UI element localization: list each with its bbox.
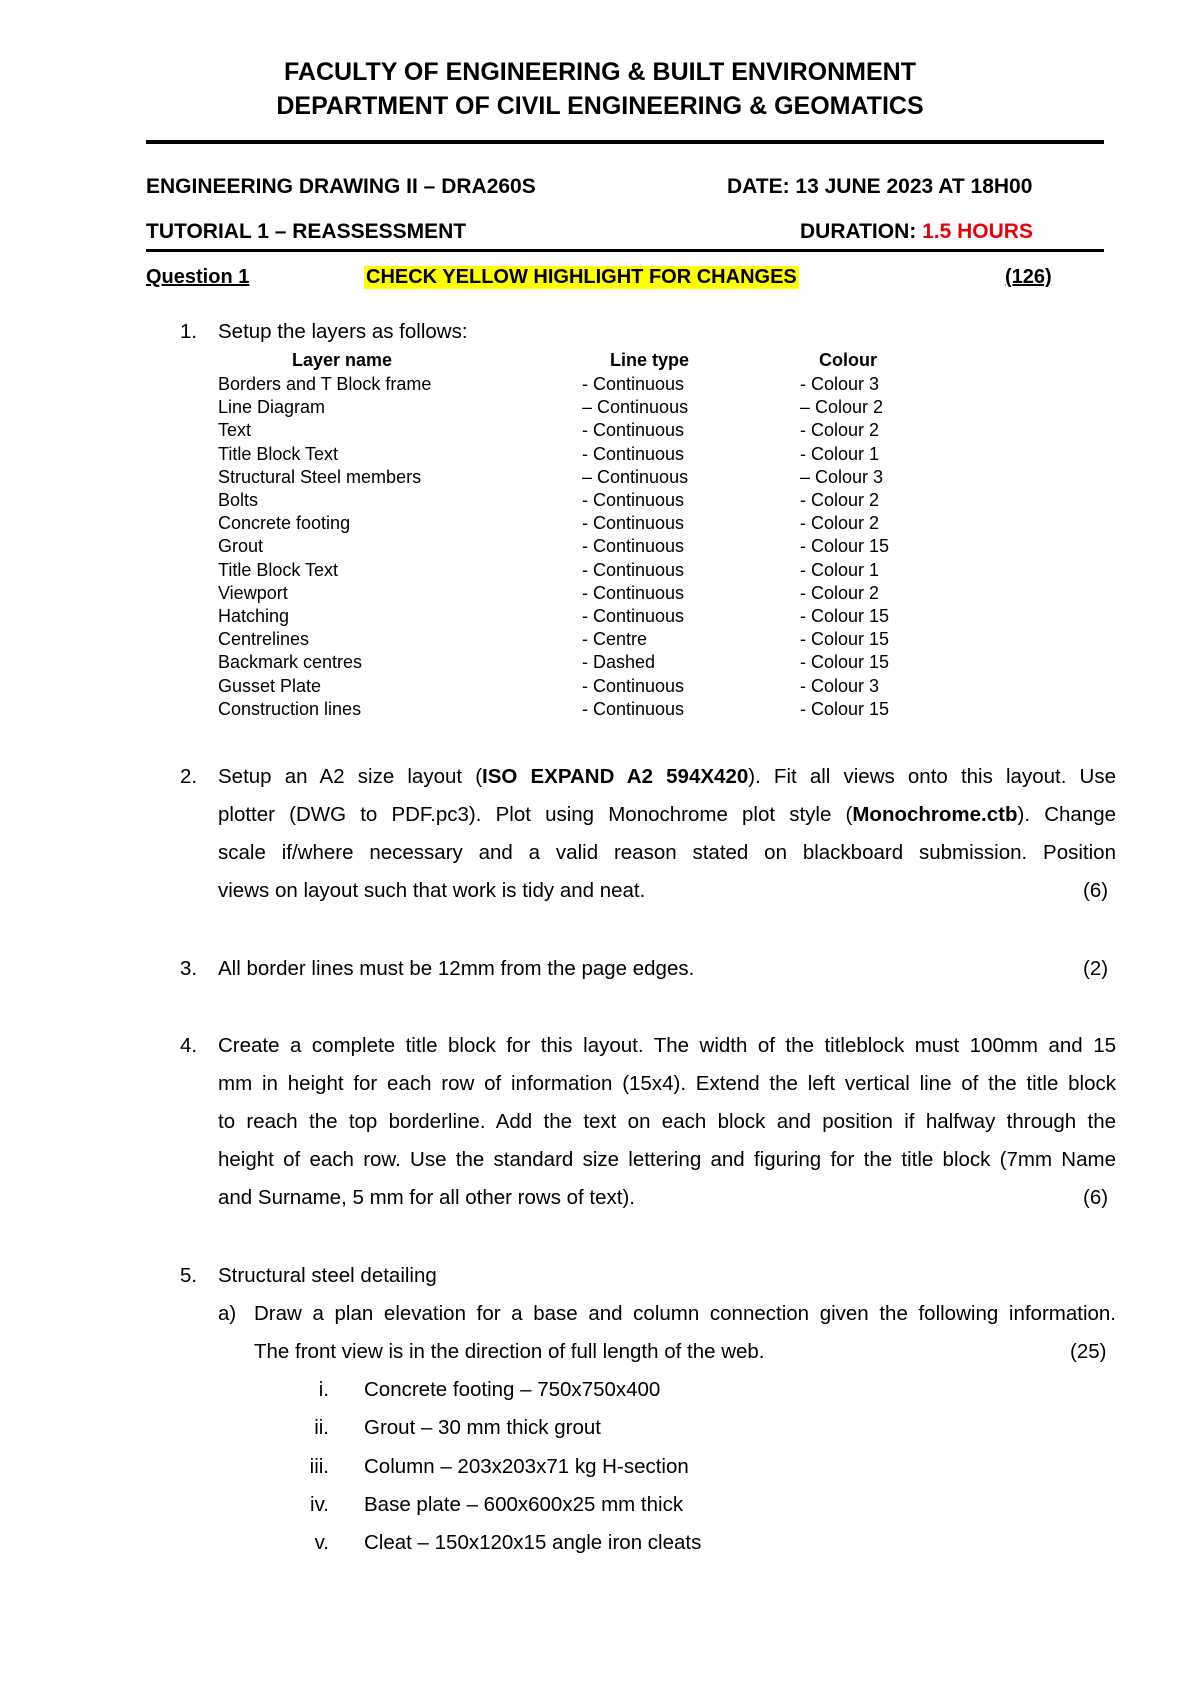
layer-row-name: Borders and T Block frame <box>218 374 432 394</box>
layer-row-colour: - Colour 15 <box>800 606 890 626</box>
duration-label: DURATION: <box>800 220 923 243</box>
question-marks: (126) <box>1005 266 1052 288</box>
item-5a-line-1: Draw a plan elevation for a base and column connection given the following information. <box>254 1302 1116 1325</box>
item-2-line-1: Setup an A2 size layout (ISO EXPAND A2 594X420). Fit all views onto this layout. Use <box>218 765 1117 788</box>
layer-row-name: Concrete footing <box>218 513 351 534</box>
layer-row-type: – Continuous <box>582 397 689 418</box>
item-5-text: Structural steel detailing <box>218 1264 437 1287</box>
layer-row-name: Construction lines <box>218 698 362 719</box>
layer-row-colour: - Colour 15 <box>800 629 890 650</box>
layer-row-colour: - Colour 1 <box>800 559 880 580</box>
layer-row-colour: - Colour 2 <box>800 420 880 441</box>
item-4-line-2: mm in height for each row of information (15x4). Extend the left vertical line of the title block <box>218 1072 1116 1095</box>
item-4-number: 4. <box>180 1034 198 1057</box>
layer-row-name: Structural Steel members <box>218 466 422 487</box>
item-3-text: All border lines must be 12mm from the page edges. <box>218 957 695 980</box>
item-2-line-3: scale if/where necessary and a valid reason stated on blackboard submission. Position <box>218 841 1116 864</box>
layer-row-type: - Continuous <box>582 420 685 441</box>
item-4-line-5: and Surname, 5 mm for all other rows of text). <box>218 1186 635 1209</box>
layer-row-type: - Continuous <box>582 490 685 510</box>
layer-row-type: - Continuous <box>582 582 685 603</box>
colour-header: Colour <box>819 350 877 370</box>
layer-row-type: - Continuous <box>582 443 685 464</box>
layer-row-name: Grout <box>218 536 264 557</box>
item-2-marks: (6) <box>1083 879 1109 902</box>
layer-row-type: - Continuous <box>582 675 685 696</box>
layer-row-name: Gusset Plate <box>218 675 322 696</box>
layer-row-name: Line Diagram <box>218 397 326 418</box>
item-2-number: 2. <box>180 765 198 788</box>
layer-row-colour: - Colour 3 <box>800 675 880 696</box>
layer-row-type: - Continuous <box>582 559 685 580</box>
layer-row-type: - Continuous <box>582 698 685 719</box>
tutorial-title: TUTORIAL 1 – REASSESSMENT <box>146 220 467 243</box>
sub-item-number: iii. <box>309 1454 329 1478</box>
layer-row-name: Text <box>218 420 252 441</box>
item-5a-line-2: The front view is in the direction of full length of the web. <box>254 1340 765 1363</box>
layer-row-name: Viewport <box>218 582 288 603</box>
sub-item-number: ii. <box>314 1416 329 1440</box>
duration-value: 1.5 HOURS <box>922 220 1033 243</box>
layer-row-colour: – Colour 2 <box>800 397 884 418</box>
layer-row-name: Hatching <box>218 606 290 626</box>
sub-item-number: iv. <box>310 1492 329 1516</box>
layer-row-colour: - Colour 15 <box>800 698 890 719</box>
sub-item-text: Grout – 30 mm thick grout <box>364 1416 601 1440</box>
layer-row-name: Title Block Text <box>218 559 339 580</box>
subheader-divider <box>146 249 1104 252</box>
item-1-number: 1. <box>180 320 198 343</box>
layer-row-colour: - Colour 1 <box>800 443 880 464</box>
layer-row-name: Title Block Text <box>218 443 339 464</box>
layer-row-type: – Continuous <box>582 466 689 487</box>
layer-row-name: Bolts <box>218 490 259 510</box>
line-type-header: Line type <box>610 350 690 370</box>
layer-row-colour: – Colour 3 <box>800 466 884 487</box>
item-5a-marks: (25) <box>1070 1340 1107 1363</box>
header-divider <box>146 140 1104 144</box>
duration <box>800 220 1033 244</box>
layer-row-colour: - Colour 3 <box>800 374 880 394</box>
layer-row-colour: - Colour 2 <box>800 513 880 534</box>
sub-item-text: Column – 203x203x71 kg H-section <box>364 1454 689 1478</box>
layer-row-name: Centrelines <box>218 629 310 650</box>
layer-row-colour: - Colour 15 <box>800 536 890 557</box>
layer-row-type: - Dashed <box>582 652 656 673</box>
item-5-number: 5. <box>180 1264 198 1287</box>
item-4-line-3: to reach the top borderline. Add the text on each block and position if halfway through the <box>218 1110 1116 1133</box>
faculty-title: FACULTY OF ENGINEERING & BUILT ENVIRONMENT <box>284 58 916 86</box>
sub-item-number: i. <box>318 1378 329 1401</box>
layer-row-colour: - Colour 2 <box>800 490 880 510</box>
item-2-line-2: plotter (DWG to PDF.pc3). Plot using Monochrome plot style (Monochrome.ctb). Change <box>218 803 1116 826</box>
layer-row-colour: - Colour 15 <box>800 652 890 673</box>
layer-row-type: - Continuous <box>582 513 685 534</box>
layer-name-header: Layer name <box>292 350 393 370</box>
layer-row-type: - Centre <box>582 629 648 650</box>
item-3-number: 3. <box>180 957 198 980</box>
course-code: ENGINEERING DRAWING II – DRA260S <box>146 175 536 198</box>
layer-row-name: Backmark centres <box>218 652 363 673</box>
department-title: DEPARTMENT OF CIVIL ENGINEERING & GEOMATICS <box>276 92 924 120</box>
item-4-line-4: height of each row. Use the standard size lettering and figuring for the title block (7mm Name <box>218 1148 1116 1171</box>
item-1-text: Setup the layers as follows: <box>218 320 468 343</box>
layer-row-type: - Continuous <box>582 606 685 626</box>
changes-highlight: CHECK YELLOW HIGHLIGHT FOR CHANGES <box>366 266 797 288</box>
item-4-line-1: Create a complete title block for this layout. The width of the titleblock must 100mm and 15 <box>218 1034 1116 1057</box>
exam-date: DATE: 13 JUNE 2023 AT 18H00 <box>727 175 1033 198</box>
sub-item-text: Concrete footing – 750x750x400 <box>364 1378 661 1401</box>
sub-item-text: Cleat – 150x120x15 angle iron cleats <box>364 1531 702 1555</box>
sub-item-number: v. <box>314 1531 329 1555</box>
item-5a-label: a) <box>218 1302 237 1325</box>
question-label: Question 1 <box>146 266 250 288</box>
item-3-marks: (2) <box>1083 957 1109 980</box>
item-2-line-4: views on layout such that work is tidy and neat. <box>218 879 646 902</box>
layer-row-type: - Continuous <box>582 374 685 394</box>
item-4-marks: (6) <box>1083 1186 1109 1209</box>
layer-row-colour: - Colour 2 <box>800 582 880 603</box>
sub-item-text: Base plate – 600x600x25 mm thick <box>364 1492 684 1516</box>
layer-row-type: - Continuous <box>582 536 685 557</box>
